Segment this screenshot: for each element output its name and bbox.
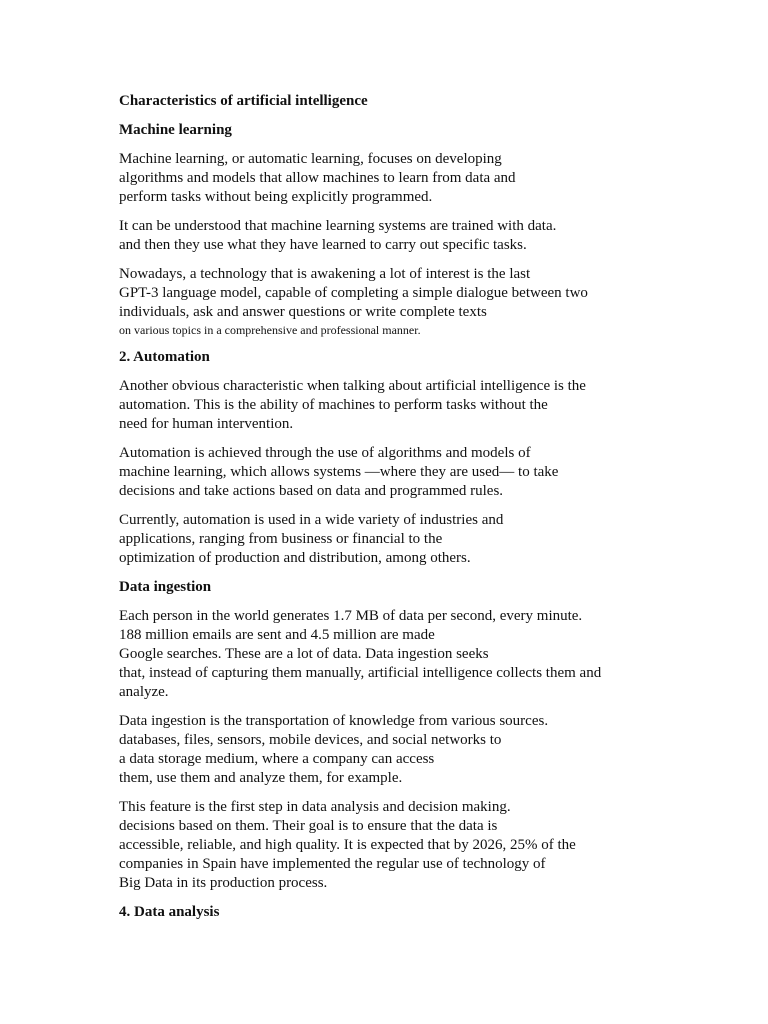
text-line: Each person in the world generates 1.7 MB of data per second, every minute.: [119, 608, 583, 624]
text-line: It can be understood that machine learning systems are trained with data.: [119, 218, 557, 234]
text-line: Machine learning, or automatic learning, focuses on developing: [119, 151, 502, 167]
text-line: Machine learning: [119, 122, 232, 138]
text-line: accessible, reliable, and high quality. It is expected that by 2026, 25% of the: [119, 837, 576, 853]
text-line: need for human intervention.: [119, 416, 294, 432]
text-line: databases, files, sensors, mobile devices, and social networks to: [119, 732, 502, 748]
section-heading: [119, 121, 639, 140]
paragraph: [119, 444, 639, 501]
paragraph: [119, 150, 639, 207]
text-line: optimization of production and distribution, among others.: [119, 550, 471, 566]
text-line: Currently, automation is used in a wide variety of industries and: [119, 512, 504, 528]
document-page: [119, 92, 639, 932]
text-line: Characteristics of artificial intelligence: [119, 93, 368, 109]
text-line: them, use them and analyze them, for example.: [119, 770, 403, 786]
text-line: decisions based on them. Their goal is to ensure that the data is: [119, 818, 498, 834]
text-line: analyze.: [119, 684, 169, 700]
text-line: 188 million emails are sent and 4.5 million are made: [119, 627, 435, 643]
paragraph: [119, 217, 639, 255]
paragraph: [119, 511, 639, 568]
text-line: Data ingestion: [119, 579, 212, 595]
text-line: and then they use what they have learned to carry out specific tasks.: [119, 237, 527, 253]
text-line: a data storage medium, where a company can access: [119, 751, 435, 767]
text-line: Big Data in its production process.: [119, 875, 328, 891]
section-heading: [119, 92, 639, 111]
text-line: Data ingestion is the transportation of knowledge from various sources.: [119, 713, 549, 729]
text-line: This feature is the first step in data analysis and decision making.: [119, 799, 511, 815]
paragraph: [119, 377, 639, 434]
text-line: Another obvious characteristic when talking about artificial intelligence is the: [119, 378, 586, 394]
text-line: algorithms and models that allow machines to learn from data and: [119, 170, 516, 186]
text-line: 4. Data analysis: [119, 904, 220, 920]
text-line: machine learning, which allows systems —where they are used— to take: [119, 464, 559, 480]
paragraph: [119, 607, 639, 702]
text-line: that, instead of capturing them manually, artificial intelligence collects them and: [119, 665, 602, 681]
text-line: applications, ranging from business or financial to the: [119, 531, 443, 547]
text-line-small: on various topics in a comprehensive and professional manner.: [119, 323, 421, 337]
paragraph: [119, 712, 639, 788]
text-line: automation. This is the ability of machines to perform tasks without the: [119, 397, 548, 413]
text-line: individuals, ask and answer questions or write complete texts: [119, 304, 487, 320]
text-line: decisions and take actions based on data and programmed rules.: [119, 483, 504, 499]
paragraph: [119, 798, 639, 893]
text-line: Nowadays, a technology that is awakening a lot of interest is the last: [119, 266, 531, 282]
text-line: GPT-3 language model, capable of completing a simple dialogue between two: [119, 285, 588, 301]
paragraph: [119, 265, 639, 338]
text-line: Google searches. These are a lot of data. Data ingestion seeks: [119, 646, 489, 662]
section-heading: [119, 578, 639, 597]
text-line: 2. Automation: [119, 349, 210, 365]
text-line: perform tasks without being explicitly programmed.: [119, 189, 433, 205]
section-heading: [119, 903, 639, 922]
section-heading: [119, 348, 639, 367]
text-line: companies in Spain have implemented the regular use of technology of: [119, 856, 546, 872]
text-line: Automation is achieved through the use of algorithms and models of: [119, 445, 531, 461]
